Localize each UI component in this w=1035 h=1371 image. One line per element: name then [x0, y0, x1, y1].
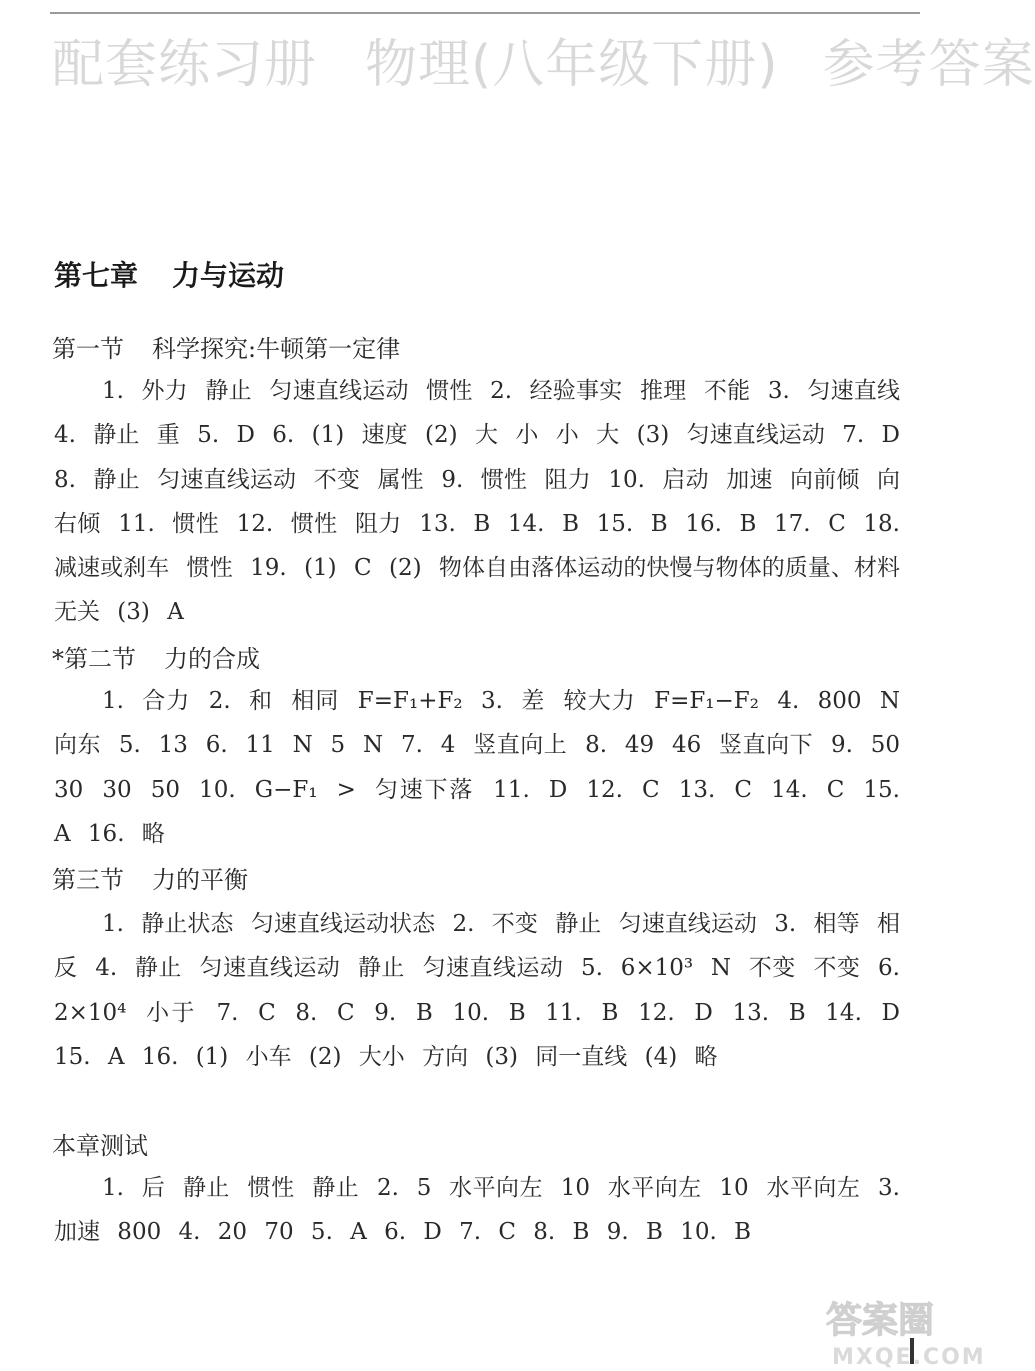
section-heading-1	[52, 333, 400, 365]
answer-key-label: 参考答案	[822, 35, 1035, 95]
top-rule	[50, 12, 920, 14]
chapter-heading	[54, 256, 284, 296]
watermark-url: MXQE.COM	[832, 1345, 986, 1370]
section-number: 第一节	[52, 335, 124, 363]
section-name: 力的合成	[164, 645, 260, 673]
section-heading-2	[52, 643, 260, 675]
section-answers-2: 1. 合力 2. 和 相同 F=F₁+F₂ 3. 差 较大力 F=F₁−F₂ 4. 800 N 向东 5. 13 6. 11 N 5 N 7. 4 竖直向上 8. 49 46 竖直向下 9. 50 30 30 50 10. G−F₁ > 匀速下落 11. D 12. C 13. C 14. C 15. A 16. 略	[54, 688, 900, 847]
section-number: 本章测试	[52, 1132, 148, 1160]
chapter-number: 第七章	[54, 259, 139, 292]
document-title	[52, 30, 1035, 100]
section-heading-3	[52, 864, 248, 896]
subject-grade: 物理(八年级下册)	[365, 35, 779, 95]
book-name: 配套练习册	[52, 35, 318, 95]
section-number: *第二节	[52, 645, 136, 673]
section-name: 科学探究:牛顿第一定律	[152, 335, 401, 363]
section-answers-1: 1. 外力 静止 匀速直线运动 惯性 2. 经验事实 推理 不能 3. 匀速直线 4. 静止 重 5. D 6. (1) 速度 (2) 大 小 小 大 (3) 匀速直线运动 7. D 8. 静止 匀速直线运动 不变 属性 9. 惯性 阻力 10. 启动 加速 向前倾 向右倾 11. 惯性 12. 惯性 阻力 13. B 14. B 15. B 16. B 17. C 18. 减速或刹车 惯性 19. (1) C (2) 物体自由落体运动的快慢与物体的质量、材料无关 (3) A	[54, 378, 900, 626]
section-name: 力的平衡	[152, 866, 248, 894]
section-answers-3: 1. 静止状态 匀速直线运动状态 2. 不变 静止 匀速直线运动 3. 相等 相反 4. 静止 匀速直线运动 静止 匀速直线运动 5. 6×10³ N 不变 不变 6. 2×10⁴ 小于 7. C 8. C 9. B 10. B 11. B 12. D 13. B 14. D 15. A 16. (1) 小车 (2) 大小 方向 (3) 同一直线 (4) 略	[54, 911, 900, 1070]
section-number: 第三节	[52, 866, 124, 894]
chapter-name: 力与运动	[172, 259, 285, 292]
section-heading-4	[52, 1130, 148, 1162]
watermark-logo	[822, 1290, 992, 1370]
watermark-text: 答案圈	[826, 1300, 935, 1341]
section-answers-4: 1. 后 静止 惯性 静止 2. 5 水平向左 10 水平向左 10 水平向左 3. 加速 800 4. 20 70 5. A 6. D 7. C 8. B 9. B 10. B	[54, 1175, 900, 1246]
